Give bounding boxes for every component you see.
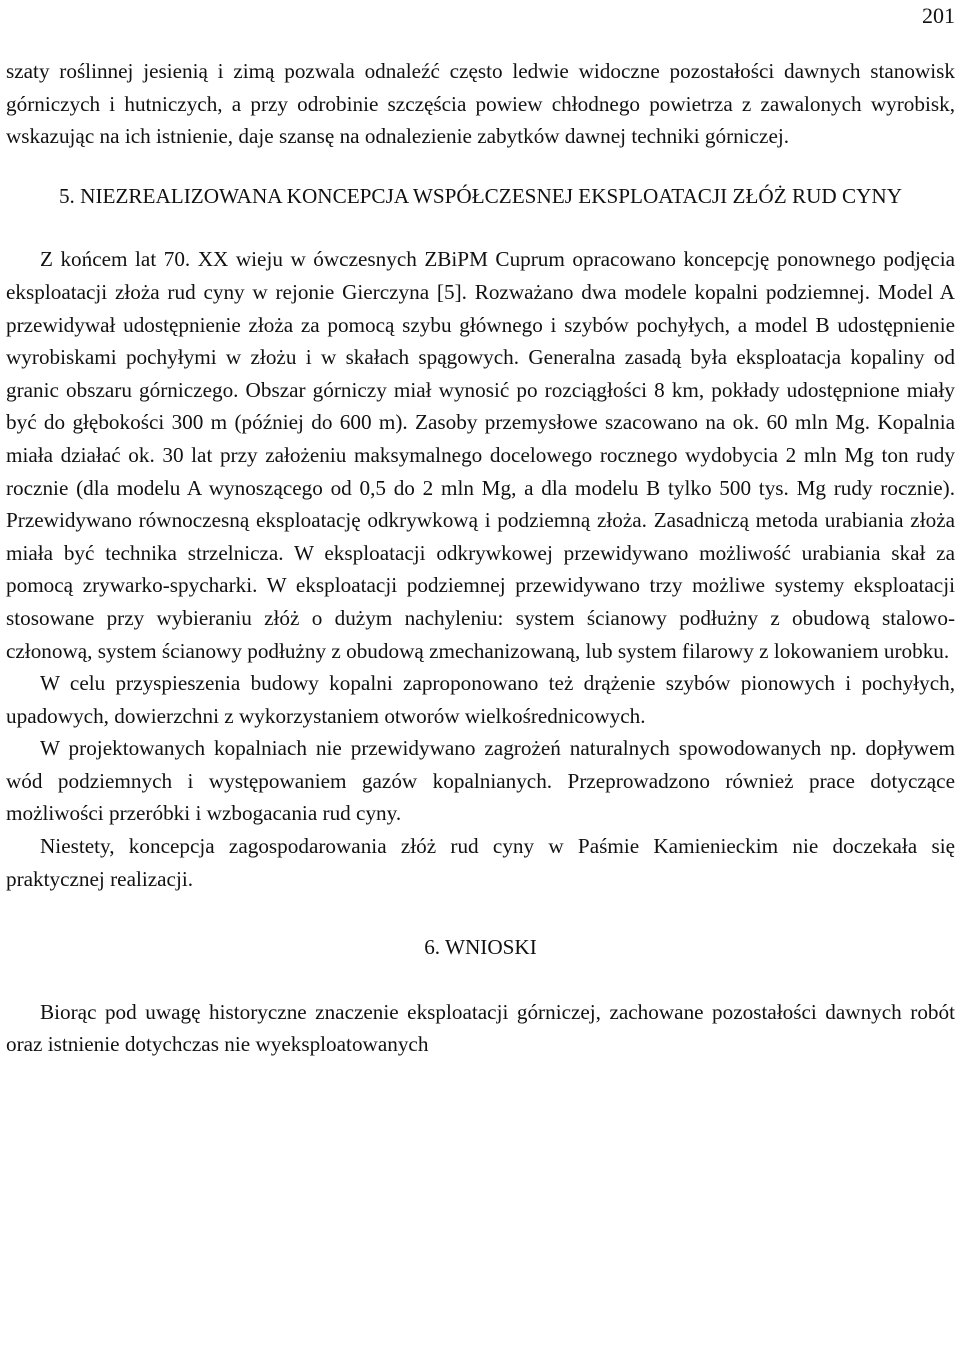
paragraph-shafts: W celu przyspieszenia budowy kopalni zaproponowano też drążenie szybów pionowych i pochyłych, upadowych, dowierzchni z wykorzystaniem otworów wielkośrednicowych.: [6, 671, 955, 728]
paragraph-conclusion-note: Niestety, koncepcja zagospodarowania złóż rud cyny w Paśmie Kamienieckim nie doczekała się praktycznej realizacji.: [6, 834, 955, 891]
page-number: 201: [922, 3, 955, 28]
section-heading-5: 5. NIEZREALIZOWANA KONCEPCJA WSPÓŁCZESNEJ EKSPLOATACJI ZŁÓŻ RUD CYNY: [58, 183, 903, 208]
document-body: [6, 55, 955, 1061]
paragraph-concept: Z końcem lat 70. XX wieju w ówczesnych ZBiPM Cuprum opracowano koncepcję ponownego podjęcia eksploatacji złoża rud cyny w rejonie Gierczyna [5]. Rozważano dwa modele kopalni podziemnej. Model A przewidywał udostępnienie złoża za pomocą szybu głównego i szybów pochyłych, a model B udostępnienie wyrobiskami pochyłymi w złożu i w skałach spągowych. Generalna zasadą była eksploatacja kopaliny od granic obszaru górniczego. Obszar górniczy miał wynosić po rozciągłości 8 km, pokłady udostępnione miały być do głębokości 300 m (później do 600 m). Zasoby przemysłowe szacowano na ok. 60 mln Mg. Kopalnia miała działać ok. 30 lat przy założeniu maksymalnego docelowego rocznego wydobycia 2 mln Mg ton rudy rocznie (dla modelu A wynoszącego od 0,5 do 2 mln Mg, a dla modelu B tylko 500 tys. Mg rudy rocznie). Przewidywano równoczesną eksploatację odkrywkową i podziemną złoża. Zasadniczą metoda urabiania złoża miała być technika strzelnicza. W eksploatacji odkrywkowej przewidywano możliwość urabiania skał za pomocą zrywarko-spycharki. W eksploatacji podziemnej przewidywano trzy możliwe systemy eksploatacji stosowane przy wybieraniu złóż o dużym nachyleniu: system ścianowy podłużny z obudową stalowo-członową, system ścianowy podłużny z obudową zmechanizowaną, lub system filarowy z lokowaniem urobku.: [6, 247, 955, 663]
document-page: [6, 0, 955, 1371]
section-heading-6: 6. WNIOSKI: [424, 935, 537, 960]
paragraph-continuation: szaty roślinnej jesienią i zimą pozwala odnaleźć często ledwie widoczne pozostałości dawnych stanowisk górniczych i hutniczych, a przy odrobinie szczęścia powiew chłodnego powietrza z zawalonych wyrobisk, wskazując na ich istnienie, daje szansę na odnalezienie zabytków dawnej techniki górniczej.: [6, 59, 955, 149]
paragraph-hazards: W projektowanych kopalniach nie przewidywano zagrożeń naturalnych spowodowanych np. dopływem wód podziemnych i występowaniem gazów kopalnianych. Przeprowadzono również prace dotyczące możliwości przeróbki i wzbogacania rud cyny.: [6, 736, 955, 826]
paragraph-conclusions: Biorąc pod uwagę historyczne znaczenie eksploatacji górniczej, zachowane pozostałości dawnych robót oraz istnienie dotychczas nie wyeksploatowanych: [6, 999, 955, 1057]
